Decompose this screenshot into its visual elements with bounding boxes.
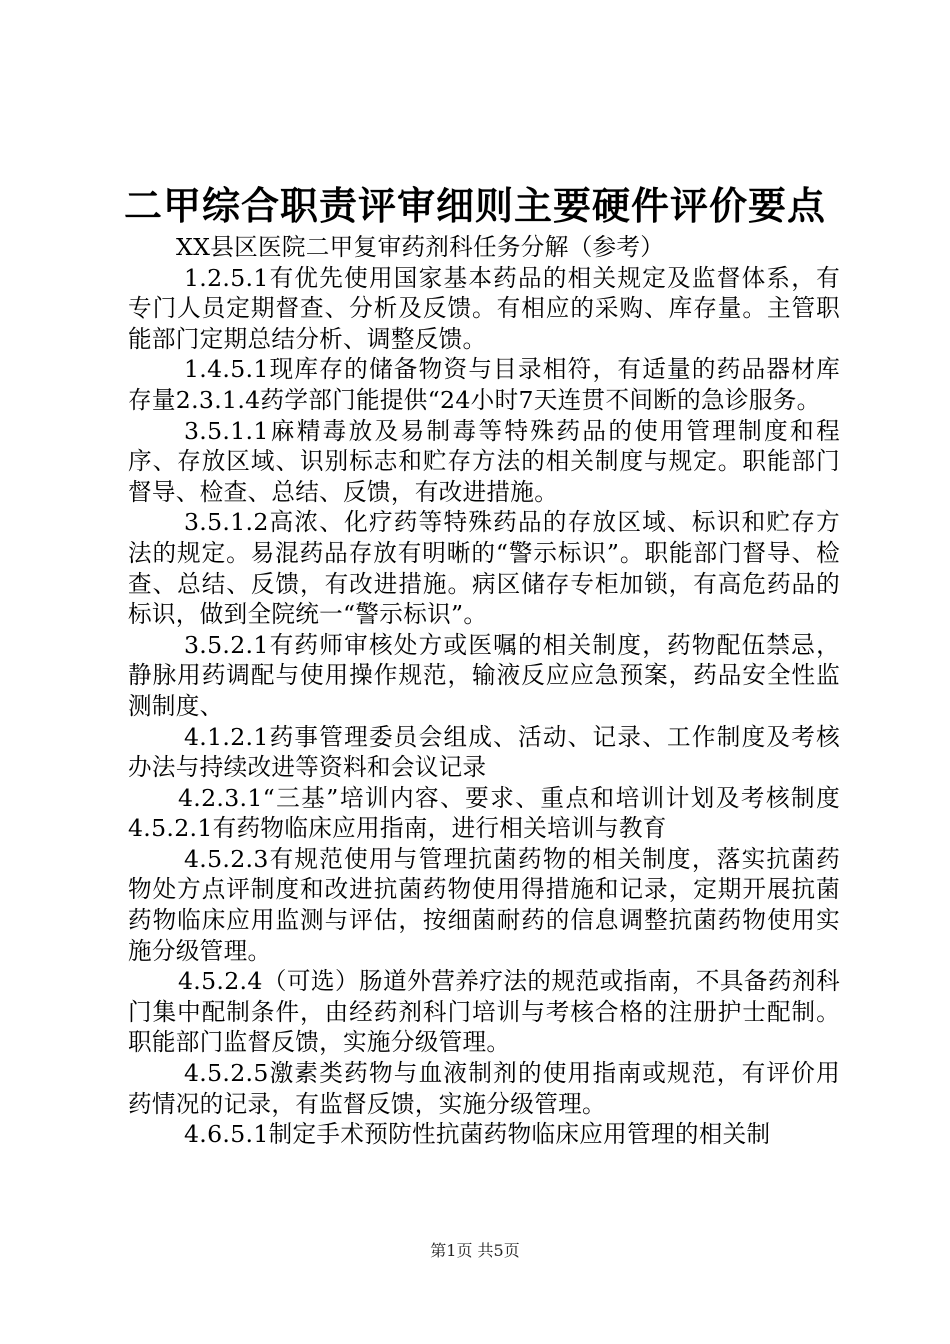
document-body xyxy=(128,232,840,1150)
page-number-footer: 第1页 共5页 xyxy=(430,1241,520,1260)
document-subtitle: XX县区医院二甲复审药剂科任务分解（参考） xyxy=(176,233,665,261)
paragraph-4-6-5-1: 4.6.5.1制定手术预防性抗菌药物临床应用管理的相关制 xyxy=(184,1120,771,1149)
paragraph-3-5-1-1: 3.5.1.1麻精毒放及易制毒等特殊药品的使用管理制度和程序、存放区域、识别标志和贮存方法的相关制度与规定。职能部门督导、检查、总结、反馈，有改进措施。 xyxy=(128,416,840,506)
paragraph-4-5-2-3: 4.5.2.3有规范使用与管理抗菌药物的相关制度，落实抗菌药物处方点评制度和改进抗菌药物使用得措施和记录，定期开展抗菌药物临床应用监测与评估，按细菌耐药的信息调整抗菌药物使用实施分级管理。 xyxy=(128,844,840,965)
paragraph-4-2-3-1: 4.2.3.1“三基”培训内容、要求、重点和培训计划及考核制度4.5.2.1有药物临床应用指南，进行相关培训与教育 xyxy=(128,783,840,843)
paragraph-3-5-2-1: 3.5.2.1有药师审核处方或医嘱的相关制度，药物配伍禁忌，静脉用药调配与使用操作规范，输液反应应急预案，药品安全性监测制度、 xyxy=(128,630,840,720)
page-title: 二甲综合职责评审细则主要硬件评价要点 xyxy=(123,183,826,228)
paragraph-1-2-5-1: 1.2.5.1有优先使用国家基本药品的相关规定及监督体系，有专门人员定期督查、分析及反馈。有相应的采购、库存量。主管职能部门定期总结分析、调整反馈。 xyxy=(128,263,840,353)
paragraph-1-4-5-1: 1.4.5.1现库存的储备物资与目录相符，有适量的药品器材库存量2.3.1.4药学部门能提供“24小时7天连贯不间断的急诊服务。 xyxy=(128,355,840,414)
paragraph-4-1-2-1: 4.1.2.1药事管理委员会组成、活动、记录、工作制度及考核办法与持续改进等资料和会议记录 xyxy=(128,722,840,782)
paragraph-4-5-2-5: 4.5.2.5激素类药物与血液制剂的使用指南或规范，有评价用药情况的记录，有监督反馈，实施分级管理。 xyxy=(128,1059,840,1118)
paragraph-3-5-1-2: 3.5.1.2高浓、化疗药等特殊药品的存放区域、标识和贮存方法的规定。易混药品存放有明晰的“警示标识”。职能部门督导、检查、总结、反馈，有改进措施。病区储存专柜加锁，有高危药品的标识，做到全院统一“警示标识”。 xyxy=(128,508,840,629)
paragraph-4-5-2-4: 4.5.2.4（可选）肠道外营养疗法的规范或指南，不具备药剂科门集中配制条件，由经药剂科门培训与考核合格的注册护士配制。职能部门监督反馈，实施分级管理。 xyxy=(128,967,840,1057)
